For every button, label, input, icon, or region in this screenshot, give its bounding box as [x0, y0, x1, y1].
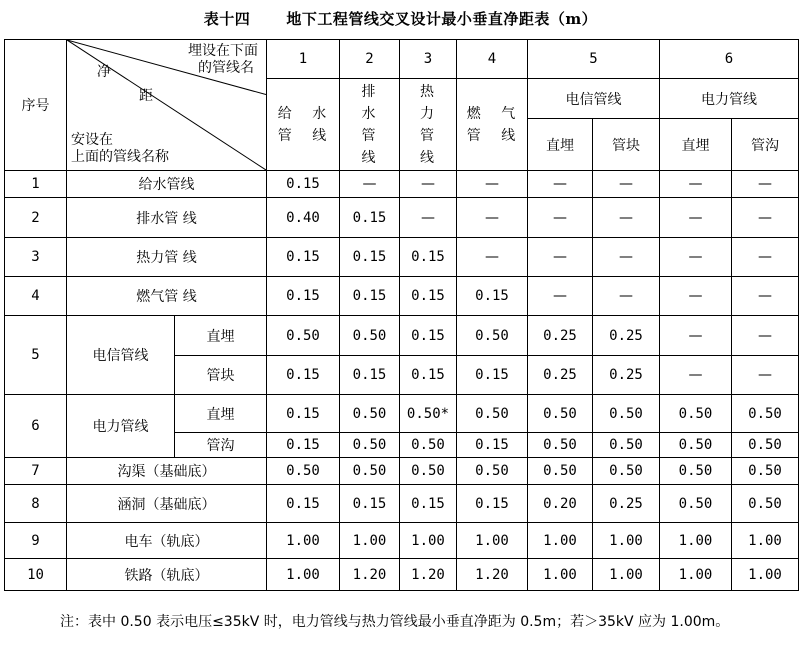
- table-row: [5, 238, 799, 277]
- distance-table-container: [4, 39, 798, 591]
- cell: —: [457, 238, 528, 277]
- corner-top-label-2: 的管线名: [198, 60, 254, 76]
- row-seq: 1: [5, 171, 67, 198]
- cell: —: [457, 171, 528, 198]
- cell: 0.50: [457, 395, 528, 433]
- sub-6b: 管沟: [732, 119, 799, 171]
- col-name-1a: 给 水: [277, 105, 335, 122]
- row-name: 电车（轨底）: [67, 523, 267, 559]
- cell: 1.00: [732, 559, 799, 591]
- cell: 1.00: [267, 559, 340, 591]
- col-name-3b: 管 线: [420, 127, 442, 166]
- table-row: [5, 198, 799, 238]
- row-seq: 10: [5, 559, 67, 591]
- table-row: [5, 523, 799, 559]
- cell: —: [457, 198, 528, 238]
- table-caption: 地下工程管线交叉设计最小垂直净距表（m）: [286, 10, 598, 28]
- cell: 0.25: [593, 485, 660, 523]
- cell: 1.00: [593, 559, 660, 591]
- cell: 0.15: [457, 485, 528, 523]
- col-num-1: 1: [267, 40, 340, 79]
- cell: 0.50: [400, 433, 457, 458]
- cell: —: [400, 171, 457, 198]
- cell: 0.50: [593, 458, 660, 485]
- cell: 1.20: [340, 559, 400, 591]
- row-name: 电力管线: [67, 395, 175, 458]
- cell: 0.50: [340, 433, 400, 458]
- row-name: 燃气管 线: [67, 277, 267, 316]
- col-name-6: 电力管线: [660, 79, 799, 119]
- cell: 0.15: [400, 277, 457, 316]
- row-seq: 9: [5, 523, 67, 559]
- col-name-2: [340, 79, 400, 171]
- cell: 1.00: [457, 523, 528, 559]
- cell: 0.15: [340, 485, 400, 523]
- cell: 0.15: [340, 277, 400, 316]
- header-corner: [67, 40, 267, 171]
- col-num-3: 3: [400, 40, 457, 79]
- cell: 1.20: [457, 559, 528, 591]
- row-name: 涵洞（基础底）: [67, 485, 267, 523]
- cell: 0.50: [340, 395, 400, 433]
- col-num-2: 2: [340, 40, 400, 79]
- cell: —: [660, 238, 732, 277]
- cell: 0.15: [400, 238, 457, 277]
- cell: —: [660, 171, 732, 198]
- col-num-5: 5: [528, 40, 660, 79]
- col-name-4b: 管 线: [466, 127, 524, 144]
- cell: 0.50: [267, 316, 340, 356]
- cell: 0.20: [528, 485, 593, 523]
- cell: —: [528, 238, 593, 277]
- corner-bottom-label: 安设在: [71, 132, 113, 148]
- cell: 0.25: [593, 356, 660, 395]
- row-seq: 7: [5, 458, 67, 485]
- sub-6a: 直埋: [660, 119, 732, 171]
- cell: —: [732, 356, 799, 395]
- cell: —: [732, 277, 799, 316]
- row-sub: 管块: [175, 356, 267, 395]
- cell: 0.50: [457, 458, 528, 485]
- row-seq: 5: [5, 316, 67, 395]
- cell: 0.40: [267, 198, 340, 238]
- cell: 1.00: [660, 523, 732, 559]
- cell: 0.15: [400, 316, 457, 356]
- col-name-3a: 热 力: [420, 83, 442, 122]
- col-name-2b: 管 线: [361, 127, 384, 166]
- cell: 0.50: [732, 433, 799, 458]
- cell: 0.25: [528, 356, 593, 395]
- row-name: 热力管 线: [67, 238, 267, 277]
- table-row: [5, 559, 799, 591]
- cell: 0.15: [267, 171, 340, 198]
- cell: —: [732, 171, 799, 198]
- cell: 0.50: [732, 458, 799, 485]
- cell: —: [732, 198, 799, 238]
- cell: 0.50: [400, 458, 457, 485]
- cell: 0.15: [400, 485, 457, 523]
- sub-5b: 管块: [593, 119, 660, 171]
- cell: 0.50: [660, 458, 732, 485]
- cell: 0.50: [528, 433, 593, 458]
- cell: 0.50: [340, 316, 400, 356]
- cell: 0.15: [267, 356, 340, 395]
- distance-table: [4, 39, 799, 591]
- row-seq: 6: [5, 395, 67, 458]
- sub-5a: 直埋: [528, 119, 593, 171]
- table-title: [0, 8, 801, 29]
- corner-top-label: 埋设在下面: [188, 43, 258, 59]
- cell: —: [660, 198, 732, 238]
- header-row-numbers: [5, 40, 799, 79]
- corner-ju-label: 距: [139, 88, 153, 104]
- table-row: [5, 485, 799, 523]
- col-name-2a: 排 水: [361, 83, 384, 122]
- row-name: 电信管线: [67, 316, 175, 395]
- cell: 0.15: [340, 238, 400, 277]
- table-body: [5, 40, 799, 591]
- cell: 1.00: [400, 523, 457, 559]
- cell: —: [593, 198, 660, 238]
- cell: 0.50: [660, 395, 732, 433]
- cell: 1.00: [660, 559, 732, 591]
- cell: 0.15: [457, 277, 528, 316]
- row-name: 给水管线: [67, 171, 267, 198]
- cell: 1.00: [340, 523, 400, 559]
- cell: 1.00: [528, 559, 593, 591]
- col-name-5: 电信管线: [528, 79, 660, 119]
- col-name-1: [267, 79, 340, 171]
- cell: —: [660, 356, 732, 395]
- col-name-1b: 管 线: [277, 127, 335, 144]
- row-seq: 3: [5, 238, 67, 277]
- cell: 0.15: [457, 356, 528, 395]
- row-seq: 8: [5, 485, 67, 523]
- cell: 0.50: [660, 433, 732, 458]
- cell: 0.50: [593, 433, 660, 458]
- row-name: 沟渠（基础底）: [67, 458, 267, 485]
- cell: 1.00: [267, 523, 340, 559]
- col-num-4: 4: [457, 40, 528, 79]
- cell: 0.50: [732, 485, 799, 523]
- cell: —: [528, 171, 593, 198]
- row-sub: 直埋: [175, 395, 267, 433]
- cell: —: [732, 238, 799, 277]
- cell: —: [528, 277, 593, 316]
- table-row: [5, 316, 799, 356]
- cell: 1.00: [593, 523, 660, 559]
- cell: 0.25: [593, 316, 660, 356]
- cell: —: [593, 238, 660, 277]
- cell: —: [340, 171, 400, 198]
- table-row: [5, 277, 799, 316]
- table-row: [5, 458, 799, 485]
- cell: 0.25: [528, 316, 593, 356]
- row-name: 铁路（轨底）: [67, 559, 267, 591]
- table-row: [5, 395, 799, 433]
- cell: 0.50: [660, 485, 732, 523]
- cell: 0.15: [267, 433, 340, 458]
- table-number: 表十四: [203, 10, 251, 28]
- cell: 0.15: [340, 356, 400, 395]
- col-name-3: [400, 79, 457, 171]
- cell: 0.50: [267, 458, 340, 485]
- row-seq: 4: [5, 277, 67, 316]
- corner-bottom-label-2: 上面的管线名称: [71, 149, 169, 165]
- cell: 0.15: [400, 356, 457, 395]
- cell: 1.00: [528, 523, 593, 559]
- cell: 0.50: [457, 316, 528, 356]
- cell: —: [660, 316, 732, 356]
- cell: 1.00: [732, 523, 799, 559]
- cell: —: [593, 171, 660, 198]
- cell: —: [400, 198, 457, 238]
- cell: 0.50: [340, 458, 400, 485]
- cell: —: [528, 198, 593, 238]
- cell: —: [593, 277, 660, 316]
- cell: 0.50: [593, 395, 660, 433]
- cell: 0.15: [457, 433, 528, 458]
- cell: —: [660, 277, 732, 316]
- row-name: 排水管 线: [67, 198, 267, 238]
- col-num-6: 6: [660, 40, 799, 79]
- col-name-4a: 燃 气: [466, 105, 524, 122]
- corner-jing-label: 净: [97, 64, 111, 80]
- cell: 0.50: [732, 395, 799, 433]
- cell: —: [732, 316, 799, 356]
- row-sub: 直埋: [175, 316, 267, 356]
- row-seq: 2: [5, 198, 67, 238]
- cell: 0.15: [267, 395, 340, 433]
- cell: 0.15: [267, 238, 340, 277]
- table-row: [5, 171, 799, 198]
- cell: 0.15: [267, 485, 340, 523]
- table-footnote: 注：表中 0.50 表示电压≤35kV 时，电力管线与热力管线最小垂直净距为 0.5m；若＞35kV 应为 1.00m。: [60, 614, 730, 630]
- cell: 0.50: [528, 458, 593, 485]
- row-sub: 管沟: [175, 433, 267, 458]
- cell: 0.15: [340, 198, 400, 238]
- cell: 0.15: [267, 277, 340, 316]
- header-seq: 序号: [5, 40, 67, 171]
- cell: 0.50: [528, 395, 593, 433]
- cell: 1.20: [400, 559, 457, 591]
- cell: 0.50*: [400, 395, 457, 433]
- col-name-4: [457, 79, 528, 171]
